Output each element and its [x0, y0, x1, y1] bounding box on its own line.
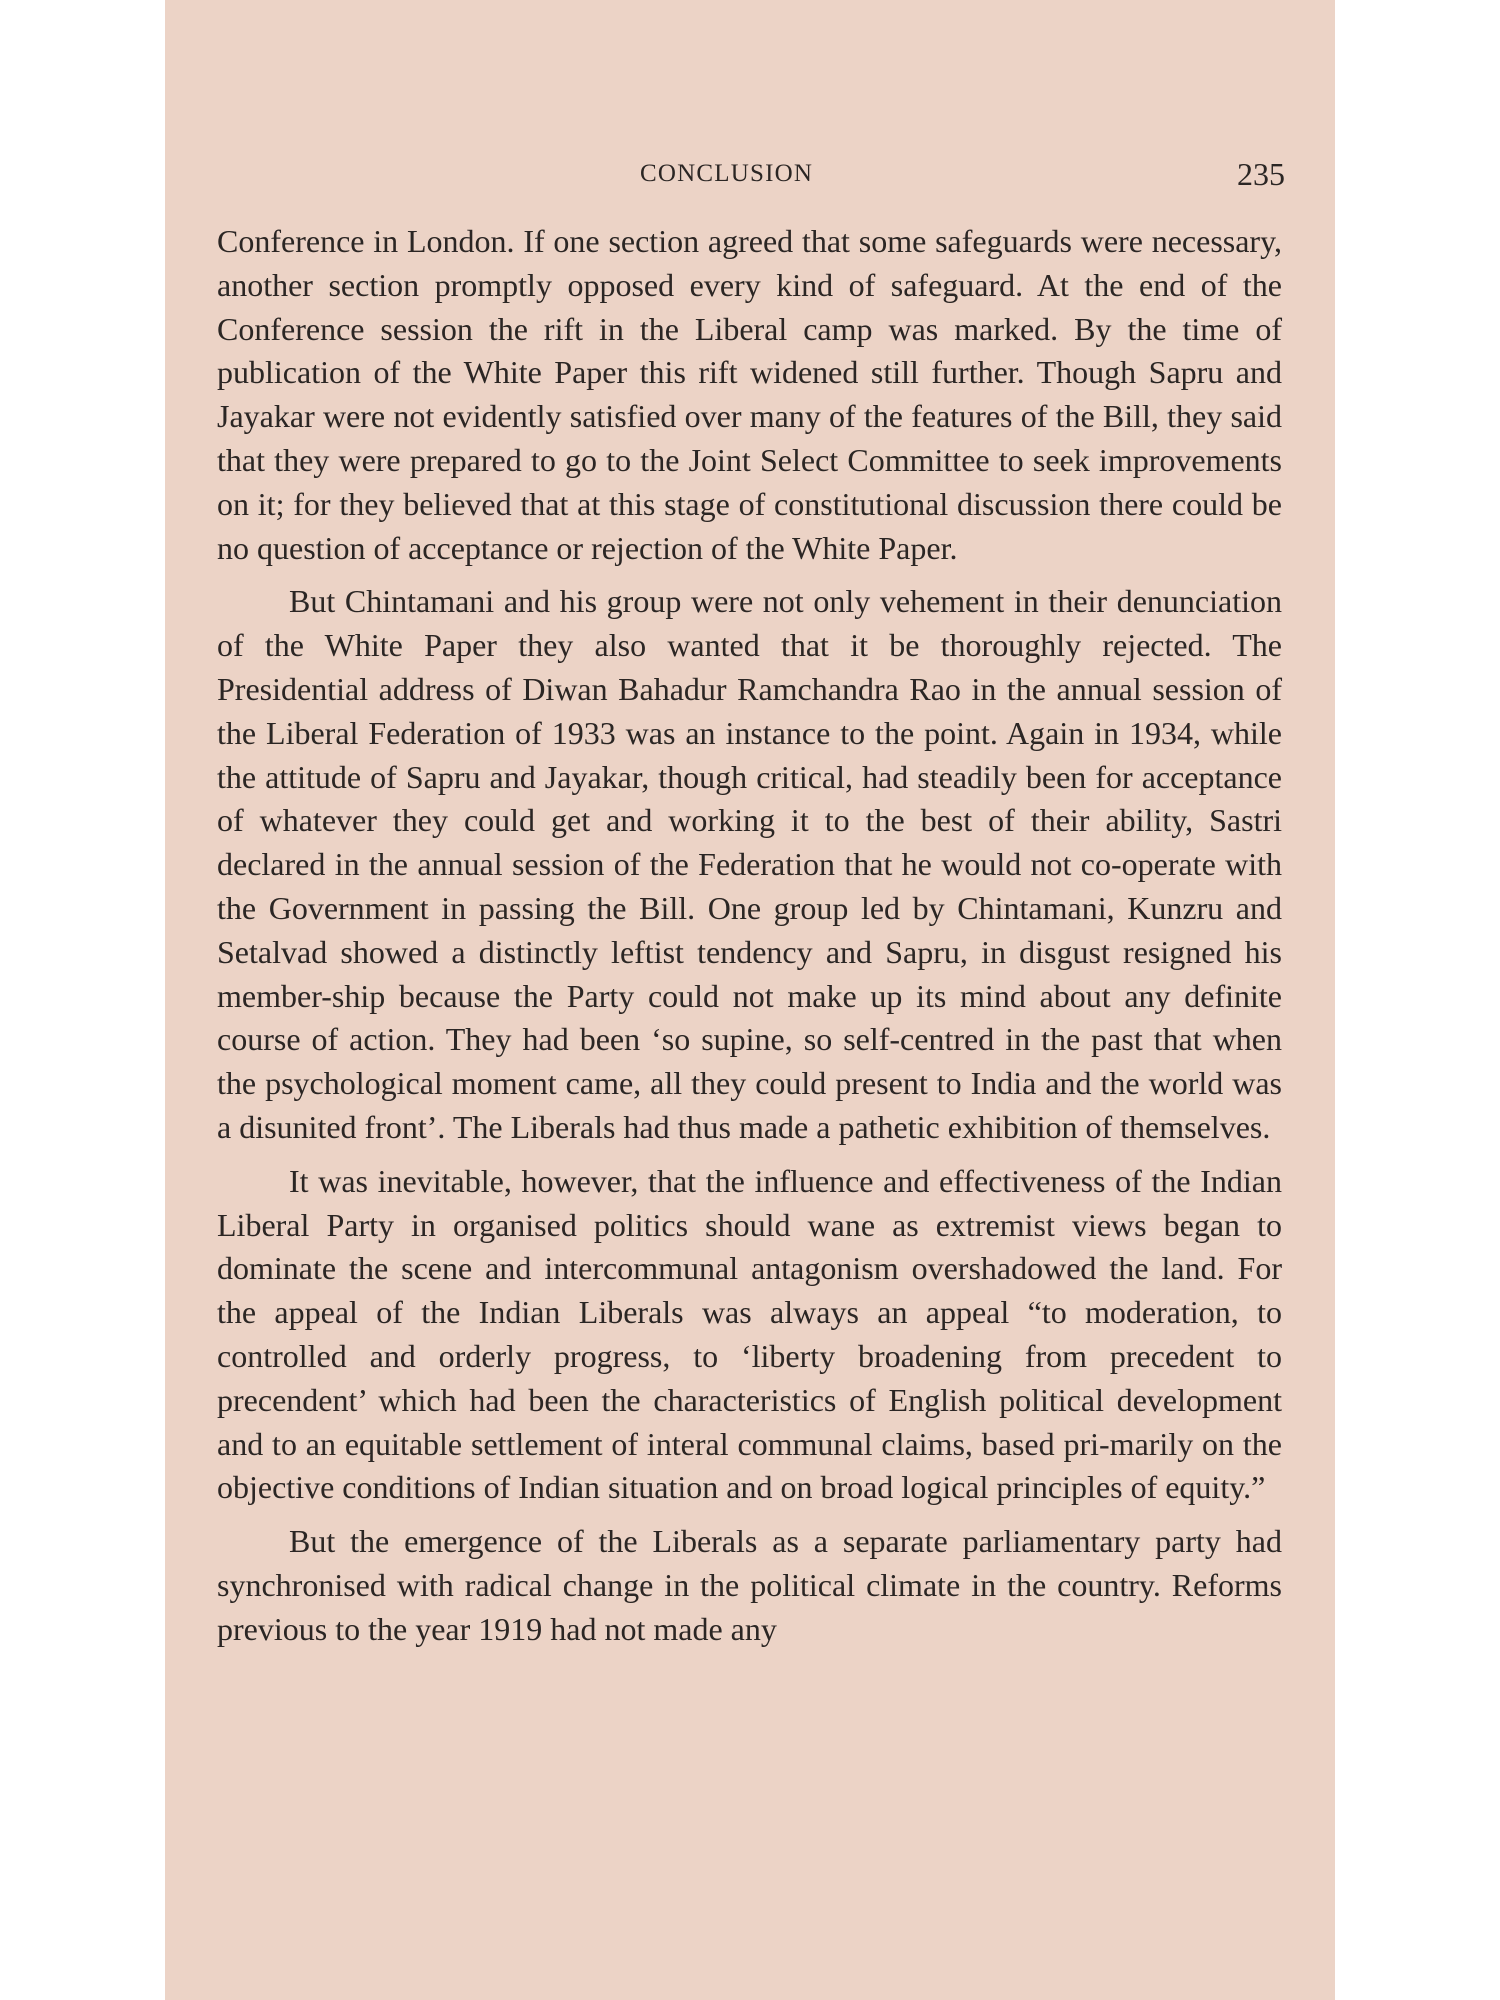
book-page: [165, 0, 1335, 2000]
paragraph-1: Conference in London. If one section agreed that some safeguards were necessary, another section promptly opposed every kind of safeguard. At the end of the Conference session the rift in the Liberal camp was marked. By the time of publication of the White Paper this rift widened still further. Though Sapru and Jayakar were not evidently satisfied over many of the features of the Bill, they said that they were prepared to go to the Joint Select Committee to seek improvements on it; for they believed that at this stage of constitutional discussion there could be no question of acceptance or rejection of the White Paper.: [217, 223, 1282, 566]
paragraph-4: But the emergence of the Liberals as a separate parliamentary party had synchronised with radical change in the political climate in the country. Reforms previous to the year 1919 had not made any: [217, 1523, 1282, 1647]
paragraph-2: But Chintamani and his group were not only vehement in their denunciation of the White Paper they also wanted that it be thoroughly rejected. The Presidential address of Diwan Bahadur Ramchandra Rao in the annual session of the Liberal Federation of 1933 was an instance to the point. Again in 1934, while the attitude of Sapru and Jayakar, though critical, had steadily been for acceptance of whatever they could get and working it to the best of their ability, Sastri declared in the annual session of the Federation that he would not co-operate with the Government in passing the Bill. One group led by Chintamani, Kunzru and Setalvad showed a distinctly leftist tendency and Sapru, in disgust resigned his member-ship because the Party could not make up its mind about any definite course of action. They had been ‘so supine, so self-centred in the past that when the psychological moment came, all they could present to India and the world was a disunited front’. The Liberals had thus made a pathetic exhibition of themselves.: [217, 583, 1282, 1145]
body-text: [217, 220, 1282, 1662]
chapter-title: CONCLUSION: [640, 160, 814, 187]
page-number: 235: [1237, 156, 1285, 192]
running-head: [165, 156, 1335, 196]
paragraph-3: It was inevitable, however, that the influence and effectiveness of the Indian Liberal Party in organised politics should wane as extremist views began to dominate the scene and intercommunal antagonism overshadowed the land. For the appeal of the Indian Liberals was always an appeal “to moderation, to controlled and orderly progress, to ‘liberty broadening from precedent to precendent’ which had been the characteristics of English political development and to an equitable settlement of interal communal claims, based pri-marily on the objective conditions of Indian situation and on broad logical principles of equity.”: [217, 1162, 1282, 1506]
